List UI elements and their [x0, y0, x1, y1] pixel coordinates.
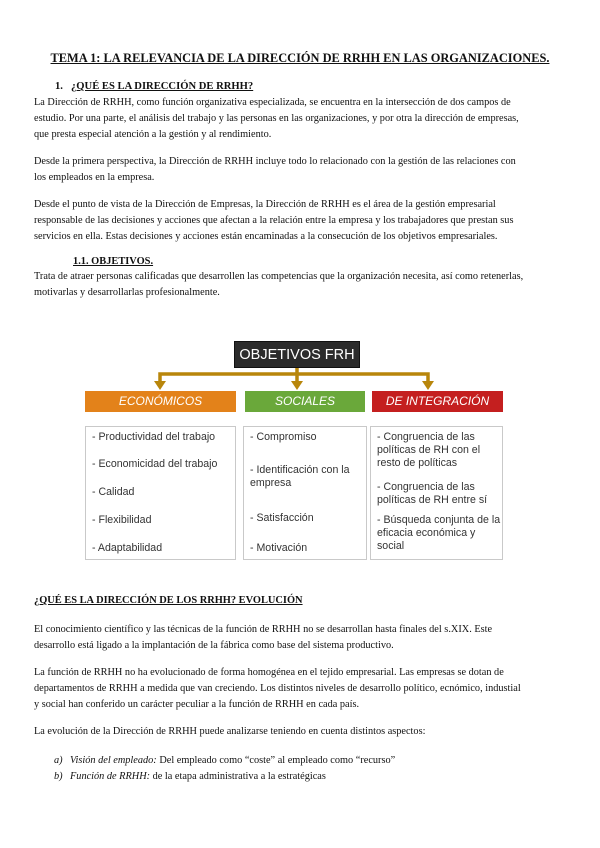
text-line: departamentos de RRHH a medida que van creciendo. Los distintos niveles de desarrollo político, ecnómico, industial: [34, 683, 521, 694]
section-1-number: 1.: [55, 81, 63, 92]
diagram-title: OBJETIVOS FRH: [234, 341, 360, 368]
text-line: responsable de las decisiones y acciones que afectan a la relación entre la empresa y los trabajadores que prestan sus: [34, 215, 514, 226]
evolucion-heading: ¿QUÉ ES LA DIRECCIÓN DE LOS RRHH? EVOLUCIÓN: [34, 595, 303, 606]
text-line: servicios en ella. Estas decisiones y acciones están encaminadas a la consecución de los objetivos empresariales.: [34, 231, 498, 242]
list-item-text: Del empleado como “coste” al empleado como “recurso”: [156, 755, 396, 766]
category-economicos: ECONÓMICOS: [85, 391, 236, 412]
list-item-label: b): [54, 771, 63, 782]
text-line: estudio. Por una parte, el análisis del trabajo y las personas en las organizaciones, y por otra la dirección de empresas,: [34, 113, 519, 124]
text-line: Desde el punto de vista de la Dirección de Empresas, la Dirección de RRHH es el área de la gestión empresarial: [34, 199, 496, 210]
evolucion-paragraph-3: La evolución de la Dirección de RRHH puede analizarse teniendo en cuenta distintos aspectos:: [34, 726, 426, 737]
section-1-heading: [55, 81, 253, 92]
text-line: y social han conferido un carácter peculiar a la función de RRHH en cada país.: [34, 699, 360, 710]
economicos-item: - Calidad: [92, 486, 135, 498]
sociales-item: - Identificación con la empresa: [250, 464, 350, 489]
text-line: La Dirección de RRHH, como función organizativa especializada, se encuentra en la intersección de dos campos de: [34, 97, 511, 108]
category-sociales: SOCIALES: [245, 391, 365, 412]
economicos-item: - Flexibilidad: [92, 514, 152, 526]
document-title: TEMA 1: LA RELEVANCIA DE LA DIRECCIÓN DE RRHH EN LAS ORGANIZACIONES.: [50, 51, 550, 65]
list-item-term: Función de RRHH:: [70, 771, 151, 782]
section-1-paragraph-2: [34, 154, 566, 186]
text-line: que presta especial atención a la gestión y al rendimiento.: [34, 129, 272, 140]
list-item-term: Visión del empleado:: [70, 755, 157, 766]
list-item: [54, 769, 395, 785]
text-line: los empleados en la empresa.: [34, 172, 155, 183]
list-item-label: a): [54, 755, 63, 766]
sociales-item: - Satisfacción: [250, 512, 314, 524]
list-item-text: de la etapa administrativa a la estratégicas: [150, 771, 326, 782]
objetivos-paragraph: [34, 269, 566, 301]
text-line: Trata de atraer personas calificadas que desarrollen las competencias que la organización necesita, así como retenerlas,: [34, 271, 524, 282]
objetivos-frh-diagram: [85, 338, 503, 560]
arrow-line-horizontal: [160, 374, 428, 382]
evolucion-paragraph-2: [34, 665, 566, 713]
economicos-item: - Adaptabilidad: [92, 542, 163, 554]
integracion-item: - Búsqueda conjunta de la eficacia económica y social: [377, 514, 501, 552]
arrow-head-1: [154, 381, 166, 390]
objetivos-heading: 1.1. OBJETIVOS.: [73, 256, 154, 267]
evolucion-list: [54, 753, 395, 785]
arrow-head-2: [291, 381, 303, 390]
section-1-paragraph-1: [34, 95, 566, 143]
sociales-item: - Compromiso: [250, 431, 317, 443]
sociales-item: - Motivación: [250, 542, 308, 554]
integracion-item: - Congruencia de las políticas de RH entre sí: [377, 481, 488, 506]
text-line: El conocimiento científico y las técnicas de la función de RRHH no se desarrollan hasta finales del s.XIX. Este: [34, 624, 493, 635]
economicos-item: - Productividad del trabajo: [92, 431, 216, 443]
text-line: La función de RRHH no ha evolucionado de forma homogénea en el tejido empresarial. Las empresas se dotan de: [34, 667, 504, 678]
sociales-box: [243, 426, 367, 560]
section-1-paragraph-3: [34, 197, 566, 245]
text-line: motivarlas y desarrollarlas profesionalmente.: [34, 287, 220, 298]
evolucion-paragraph-1: [34, 622, 566, 654]
text-line: Desde la primera perspectiva, la Dirección de RRHH incluye todo lo relacionado con la gestión de las relaciones con: [34, 156, 516, 167]
text-line: desarrollo está ligado a la implantación de la fábrica como base del sistema productivo.: [34, 640, 394, 651]
integracion-item: - Congruencia de las políticas de RH con el resto de políticas: [377, 431, 481, 469]
integracion-box: [370, 426, 503, 560]
arrow-head-3: [422, 381, 434, 390]
category-de-integracion: DE INTEGRACIÓN: [372, 391, 503, 412]
economicos-item: - Economicidad del trabajo: [92, 458, 218, 470]
economicos-box: [85, 426, 236, 560]
section-1-heading-text: ¿QUÉ ES LA DIRECCIÓN DE RRHH?: [71, 81, 254, 92]
list-item: [54, 753, 395, 769]
